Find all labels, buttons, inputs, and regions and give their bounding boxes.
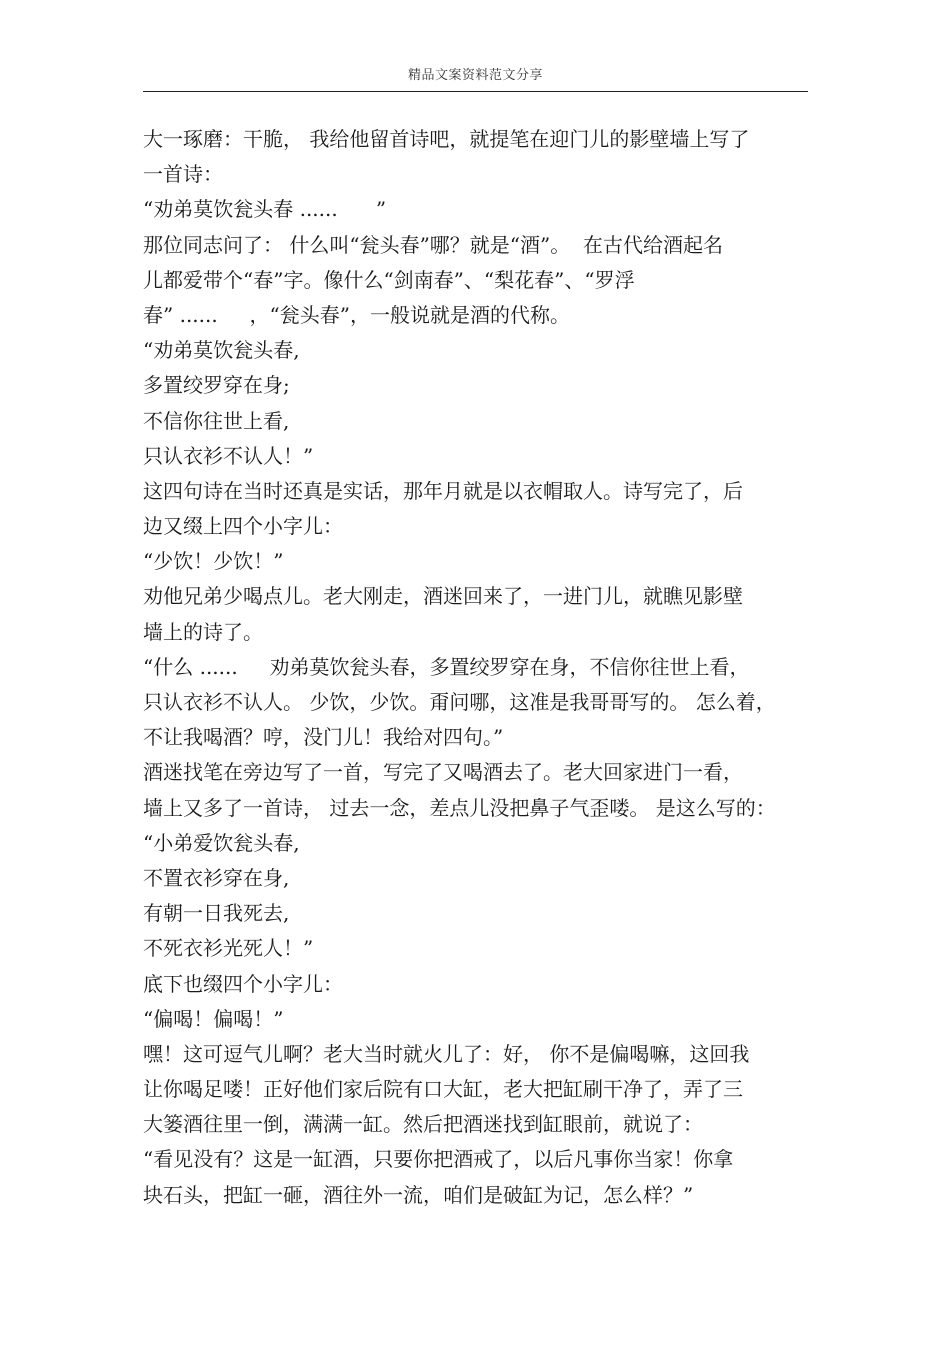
text-line: “偏喝！偏喝！” [143,1006,284,1031]
text-line: 这四句诗在当时还真是实话，那年月就是以衣帽取人。诗写完了，后 [143,478,743,503]
text-line: 多置绞罗穿在身; [143,373,290,398]
text-line: 让你喝足喽！正好他们家后院有口大缸，老大把缸刷干净了，弄了三 [143,1077,743,1102]
text-line: 劝他兄弟少喝点儿。老大刚走，酒迷回来了，一进门儿，就瞧见影壁 [143,584,743,609]
text-line: 不置衣衫穿在身, [143,865,290,890]
text-line: 大篓酒往里一倒，满满一缸。然后把酒迷找到缸眼前，就说了： [143,1112,703,1137]
text-line: 不信你往世上看, [143,408,290,433]
text-line: 大一琢磨：干脆， 我给他留首诗吧，就提笔在迎门儿的影壁墙上写了 [143,127,750,151]
text-line: 不让我喝酒？哼，没门儿！我给对四句。” [143,725,504,750]
document-body [143,122,808,1213]
text-line: 有朝一日我死去, [143,901,290,926]
text-line: 块石头，把缸一砸，酒往外一流，咱们是破缸为记，怎么样？” [143,1182,694,1207]
text-line: “劝弟莫饮瓮头春, [143,338,300,363]
text-line: 嘿！这可逗气儿啊？老大当时就火儿了：好， 你不是偏喝嘛，这回我 [143,1041,750,1066]
text-line: 春” ...... ，“瓮头春”，一般说就是酒的代称。 [143,302,570,327]
header-title: 精品文案资料范文分享 [407,68,543,83]
text-line: “劝弟莫饮瓮头春 ...... ” [143,197,387,222]
text-line: 底下也缀四个小字儿： [143,971,343,996]
text-line: 那位同志问了： 什么叫“瓮头春”哪？就是“酒”。 在古代给酒起名 [143,232,723,257]
page-header [143,64,808,92]
text-line: 只认衣衫不认人！” [143,443,314,468]
text-line: 墙上的诗了。 [143,619,263,644]
text-line: “什么 ...... 劝弟莫饮瓮头春，多置绞罗穿在身，不信你往世上看， [143,654,750,679]
text-line: 儿都爱带个“春”字。像什么“剑南春”、“梨花春”、“罗浮 [143,267,635,292]
text-line: “少饮！少饮！” [143,549,284,574]
text-line: 酒迷找笔在旁边写了一首，写完了又喝酒去了。老大回家进门一看， [143,760,743,785]
text-line: 不死衣衫光死人！” [143,936,314,961]
text-line: 墙上又多了一首诗， 过去一念，差点儿没把鼻子气歪喽。 是这么写的： [143,795,776,820]
text-line: 边又缀上四个小字儿： [143,514,343,539]
text-line: “看见没有？这是一缸酒，只要你把酒戒了，以后凡事你当家！你拿 [143,1147,734,1172]
text-line: 一首诗： [143,162,223,187]
text-line: 只认衣衫不认人。 少饮，少饮。甭问哪，这准是我哥哥写的。 怎么着， [143,690,776,714]
text-line: “小弟爱饮瓮头春, [143,830,300,855]
